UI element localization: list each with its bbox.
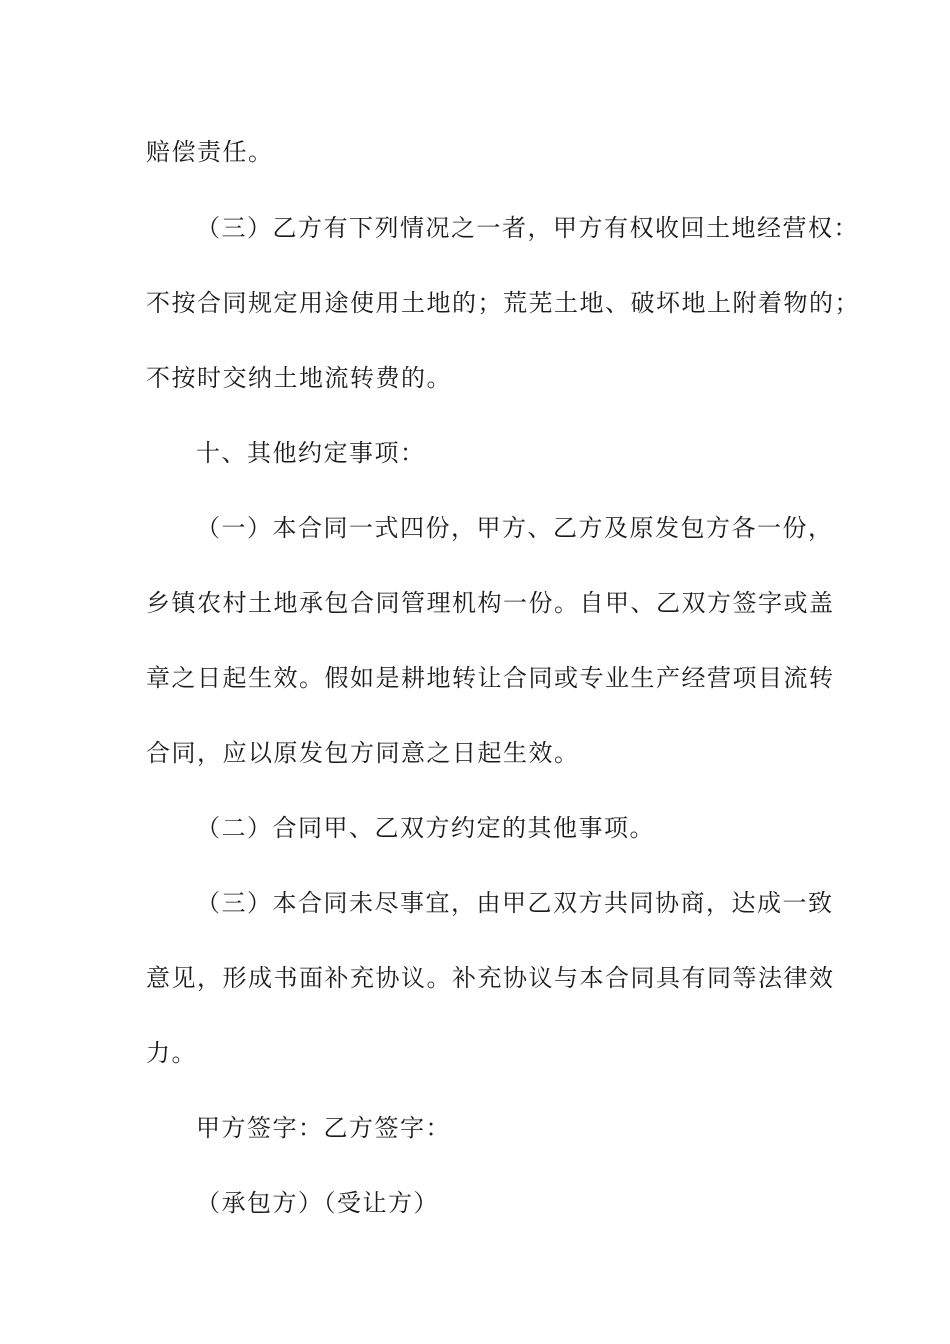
body-text-line: 力。 — [146, 1039, 197, 1067]
body-text-line: 乡镇农村土地承包合同管理机构一份。自甲、乙双方签字或盖 — [146, 589, 835, 617]
section-10-heading: 十、其他约定事项： — [196, 439, 426, 467]
clause-2-line: （二）合同甲、乙双方约定的其他事项。 — [196, 814, 655, 842]
clause-3-line: （三）本合同未尽事宜，由甲乙双方共同协商，达成一致 — [196, 889, 834, 917]
clause-1-line: （一）本合同一式四份，甲方、乙方及原发包方各一份， — [196, 514, 834, 542]
body-text-line: 章之日起生效。假如是耕地转让合同或专业生产经营项目流转 — [146, 664, 835, 692]
body-text-line: 赔偿责任。 — [146, 138, 274, 166]
body-text-line: 不按时交纳土地流转费的。 — [146, 364, 452, 392]
clause-3-heading-line: （三）乙方有下列情况之一者，甲方有权收回土地经营权： — [196, 214, 859, 242]
party-role-line: （承包方）（受让方） — [196, 1189, 439, 1217]
signature-label-line: 甲方签字：乙方签字： — [196, 1114, 451, 1142]
body-text-line: 意见，形成书面补充协议。补充协议与本合同具有同等法律效 — [146, 964, 835, 992]
body-text-line: 不按合同规定用途使用土地的；荒芜土地、破坏地上附着物的； — [146, 289, 860, 317]
body-text-line: 合同，应以原发包方同意之日起生效。 — [146, 739, 580, 767]
